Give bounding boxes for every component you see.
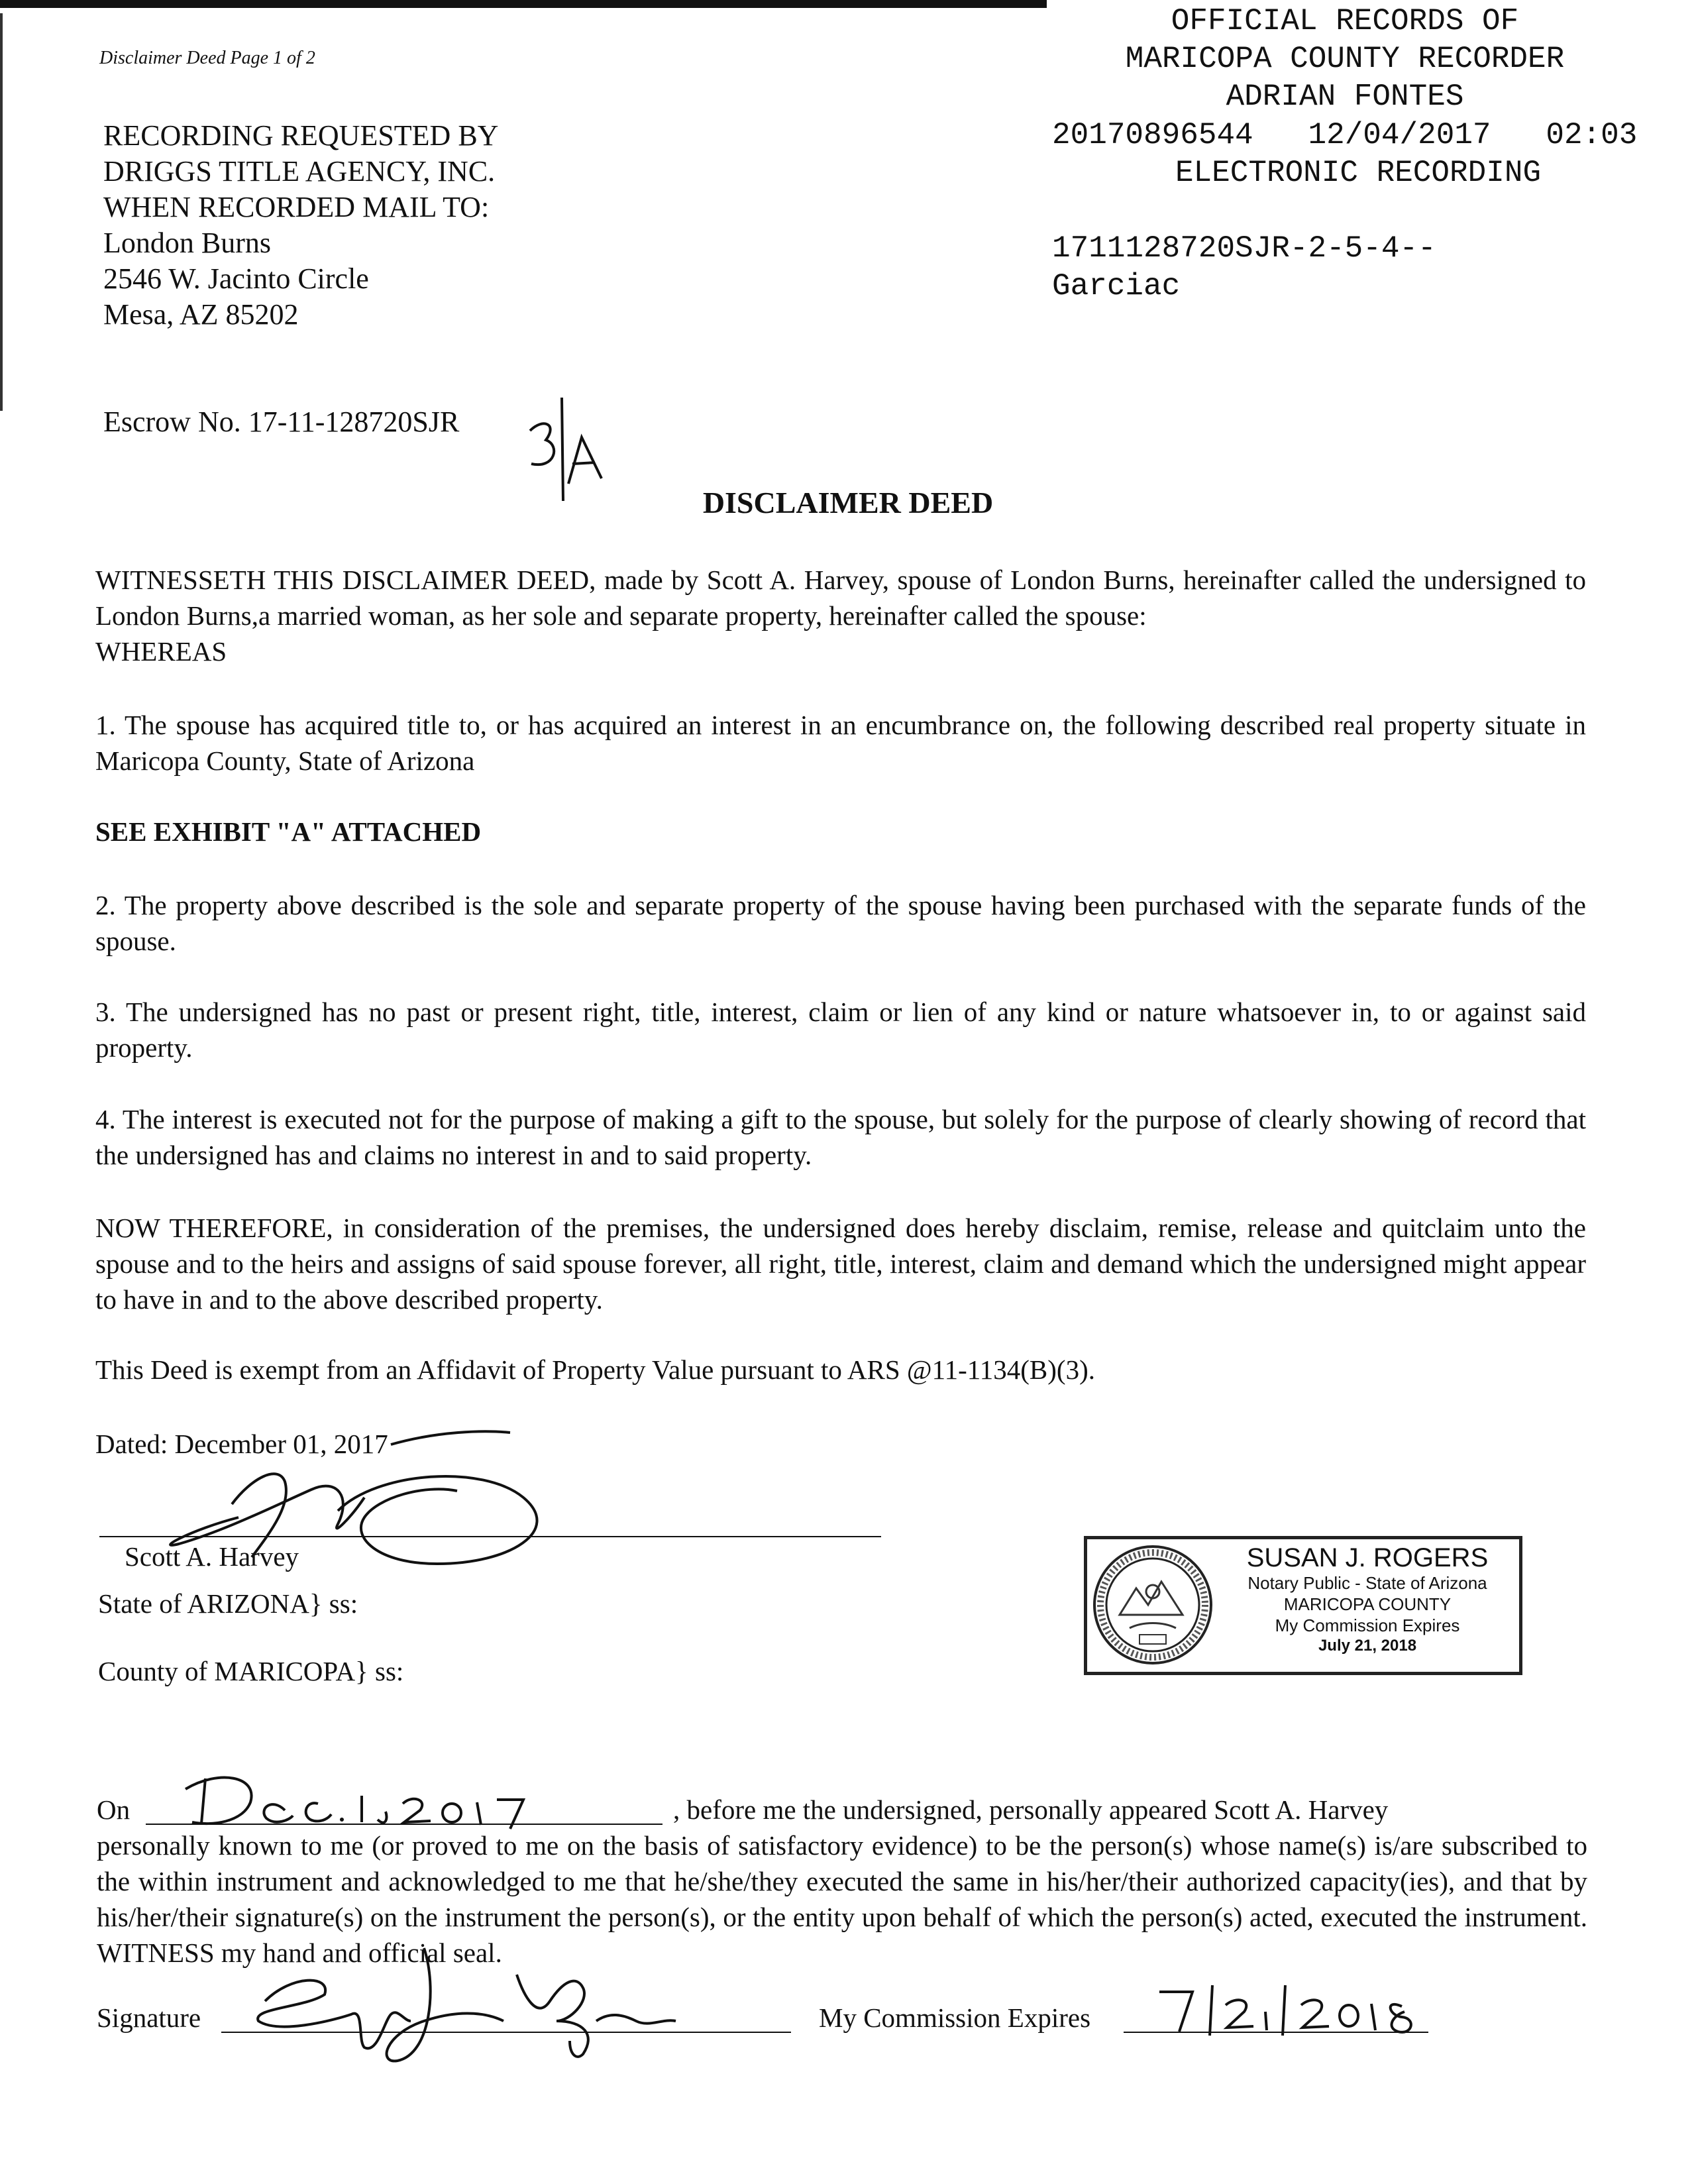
acknowledgment-body: personally known to me (or proved to me on the basis of satisfactory evidence) to be the person(s) whose name(s) is/are subscribed to the within instrument and acknowledged to me that he/she/they executed the same in his/her/their authorized capacity(ies), and that by his/her/their signature(s) on the instrument the person(s), or the entity upon behalf of which the person(s) acted, executed the instrument. WITNESS my hand and official seal. [97,1830,1587,1968]
escrow-number: Escrow No. 17-11-128720SJR [103,406,460,438]
recorder-reference: 1711128720SJR-2-5-4-- [1052,231,1436,266]
state-venue: State of ARIZONA} ss: [98,1588,358,1619]
address-line: WHEN RECORDED MAIL TO: [103,191,490,223]
notary-county: MARICOPA COUNTY [1283,1594,1452,1614]
acknowledgment-first-line: , before me the undersigned, personally appeared Scott A. Harvey [673,1794,1389,1825]
recording-requested-block [103,118,498,333]
handwritten-commission-date [1153,1972,1431,2038]
exemption-statement: This Deed is exempt from an Affidavit of Property Value pursuant to ARS @11-1134(B)(3). [95,1354,1095,1385]
notary-title: Notary Public - State of Arizona [1247,1573,1487,1593]
handwritten-signature-notary [225,1922,702,2074]
clause-3: 3. The undersigned has no past or present right, title, interest, claim or lien of any kind or nature whatsoever in, to or against said property. [95,997,1586,1063]
signer-name: Scott A. Harvey [125,1541,299,1572]
clause-1: 1. The spouse has acquired title to, or has acquired an interest in an encumbrance on, the following described real property situate in Maricopa County, State of Arizona [95,710,1586,776]
witnesseth-text: WITNESSETH THIS DISCLAIMER DEED, made by Scott A. Harvey, spouse of London Burns, hereinafter called the undersigned to London Burns,a married woman, as her sole and separate property, hereinafter called the spouse: [95,565,1586,631]
notary-name: SUSAN J. ROGERS [1246,1543,1489,1572]
scan-left-edge [0,13,3,411]
witnesseth-paragraph [95,562,1586,669]
commission-expires-label: My Commission Expires [819,2002,1091,2033]
address-line: London Burns [103,227,271,259]
address-line: Mesa, AZ 85202 [103,298,299,331]
scan-top-edge [0,0,1047,8]
clause-2: 2. The property above described is the sole and separate property of the spouse having been purchased with the separate funds of the spouse. [95,890,1586,956]
notary-commission-label: My Commission Expires [1275,1615,1460,1635]
recording-type: ELECTRONIC RECORDING [1175,156,1542,190]
exhibit-reference: SEE EXHIBIT "A" ATTACHED [95,816,482,847]
arizona-seal-icon [1090,1542,1216,1668]
dated-line: Dated: December 01, 2017 [95,1429,388,1459]
recorder-block [1034,3,1656,116]
address-line: RECORDING REQUESTED BY [103,119,499,152]
handwritten-escrow-mark [517,371,610,504]
recorder-line-2: MARICOPA COUNTY RECORDER [1125,42,1565,76]
now-therefore-paragraph: NOW THEREFORE, in consideration of the premises, the undersigned does hereby disclaim, remise, release and quitclaim unto the spouse and to the heirs and assigns of said spouse forever, all right, title, interest, claim and demand which the undersigned might appear to have in and to the above described property. [95,1213,1586,1315]
record-date: 12/04/2017 [1308,118,1491,152]
notary-stamp [1084,1536,1522,1675]
recorder-line-1: OFFICIAL RECORDS OF [1171,4,1519,38]
whereas-text: WHEREAS [95,636,227,667]
page-label: Disclaimer Deed Page 1 of 2 [99,48,315,68]
handwritten-signature-harvey [139,1418,616,1570]
record-time: 02:03 [1546,118,1638,152]
notary-signature-label: Signature [97,2002,201,2033]
recording-stamp-line [1052,117,1637,154]
document-title: DISCLAIMER DEED [702,486,994,519]
address-line: 2546 W. Jacinto Circle [103,262,369,295]
acknowledgment-on-label: On [97,1794,131,1825]
county-venue: County of MARICOPA} ss: [98,1656,404,1686]
notary-expiration: July 21, 2018 [1318,1637,1417,1655]
address-line: DRIGGS TITLE AGENCY, INC. [103,155,496,188]
handwritten-acknowledgment-date [179,1763,537,1835]
record-number: 20170896544 [1052,118,1253,152]
recorder-line-3: ADRIAN FONTES [1226,80,1464,114]
clause-4: 4. The interest is executed not for the purpose of making a gift to the spouse, but solely for the purpose of clearly showing of record that the undersigned has and claims no interest in and to said property. [95,1104,1586,1170]
recorder-clerk: Garciac [1052,269,1181,303]
